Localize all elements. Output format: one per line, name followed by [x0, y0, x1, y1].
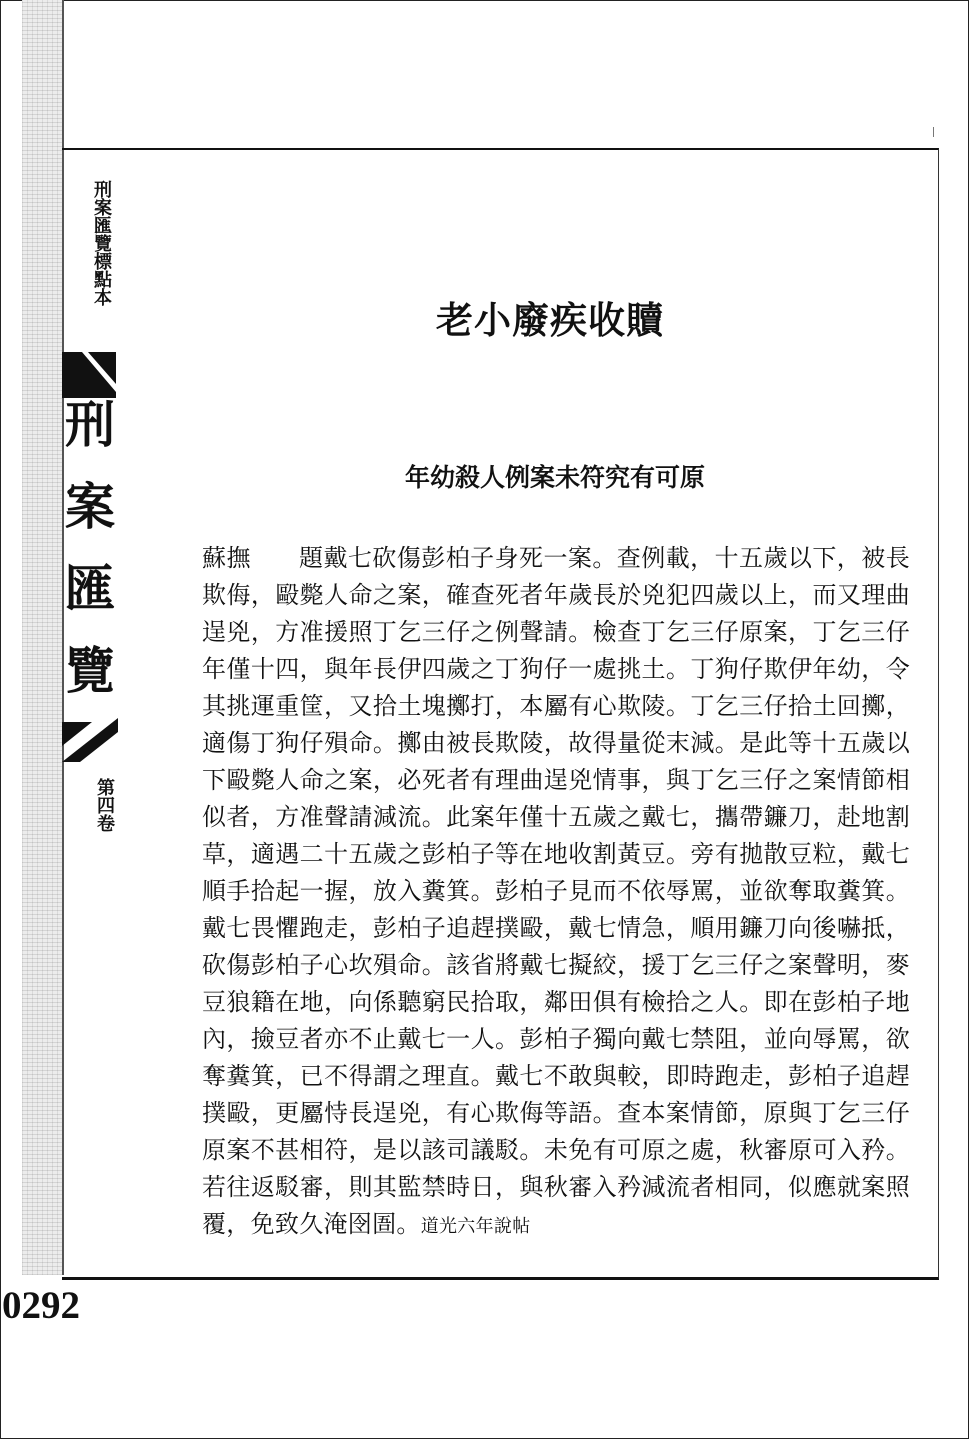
spine-title-char: 匯: [65, 559, 115, 618]
binding-strip: [22, 0, 62, 1275]
corner-mark: [933, 127, 934, 137]
case-text: 題戴七砍傷彭柏子身死一案。查例載，十五歲以下，被長欺侮，毆斃人命之案，確查死者年歲長於兇犯四歲以上，而又理曲逞兇，方准援照丁乞三仔之例聲請。檢查丁乞三仔原案，丁乞三仔年僅十四，與年長伊四歲之丁狗仔一處挑土。丁狗仔欺伊年幼，令其挑運重筐，又拾土塊擲打，本屬有心欺陵。丁乞三仔拾土回擲，適傷丁狗仔殞命。擲由被長欺陵，故得量從末減。是此等十五歲以下毆斃人命之案，必死者有理曲逞兇情事，與丁乞三仔之案情節相似者，方准聲請減流。此案年僅十五歲之戴七，攜帶鐮刀，赴地割草，適遇二十五歲之彭柏子等在地收割黃豆。旁有拋散豆粒，戴七順手拾起一握，放入糞箕。彭柏子見而不依辱罵，並欲奪取糞箕。戴七畏懼跑走，彭柏子追趕撲毆，戴七情急，順用鐮刀向後嚇抵，砍傷彭柏子心坎殞命。該省將戴七擬絞，援丁乞三仔之案聲明，麥豆狼籍在地，向係聽窮民拾取，鄰田俱有檢拾之人。即在彭柏子地內，撿豆者亦不止戴七一人。彭柏子獨向戴七禁阻，並向辱罵，欲奪糞箕，已不得謂之理直。戴七不敢與較，即時跑走，彭柏子追趕撲毆，更屬恃長逞兇，有心欺侮等語。查本案情節，原與丁乞三仔原案不甚相符，是以該司議駁。未免有可原之處，秋審原可入矜。若往返駁審，則其監禁時日，與秋審入矜減流者相同，似應就案照覆，免致久淹囹圄。: [202, 544, 910, 1238]
spine-wedge-bottom: [62, 718, 118, 762]
body-text: [202, 540, 910, 1245]
volume-label: 第四卷: [94, 778, 115, 832]
series-title: 刑案匯覽標點本: [91, 180, 112, 306]
memorial-source: 蘇撫: [202, 544, 251, 572]
section-title: 年幼殺人例案未符究有可原: [404, 463, 705, 492]
spine-wedge-top: [62, 352, 116, 398]
spine-title-char: 覽: [65, 641, 115, 700]
spine-title-char: 刑: [65, 395, 115, 454]
spine-title-char: 案: [65, 477, 115, 536]
page-number: 0292: [2, 1284, 80, 1327]
source-note: 道光六年說帖: [420, 1216, 531, 1237]
chapter-title: 老小廢疾收贖: [436, 299, 664, 342]
